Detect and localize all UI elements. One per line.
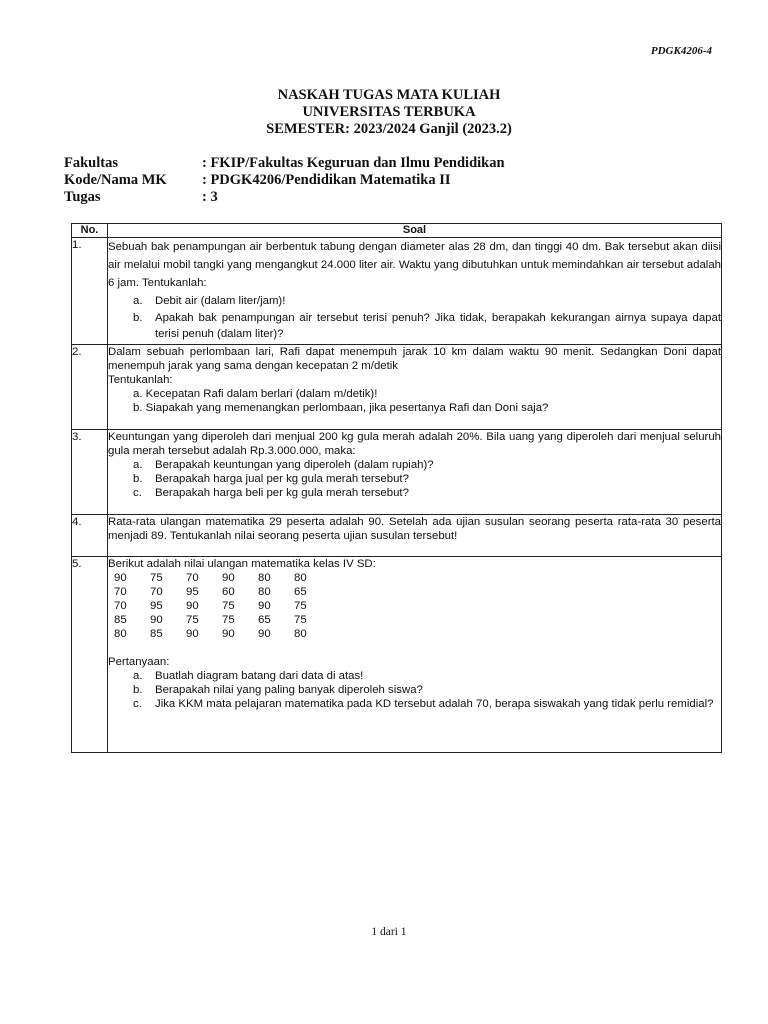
option-label: a. xyxy=(133,670,143,682)
title-line-2: UNIVERSITAS TERBUKA xyxy=(302,104,476,120)
question-number: 5. xyxy=(72,557,108,753)
option-a xyxy=(133,292,721,310)
score-cell: 90 xyxy=(222,628,235,640)
table-header-row xyxy=(72,224,722,238)
score-cell: 70 xyxy=(186,572,199,584)
meta-key: Kode/Nama MK xyxy=(64,172,167,188)
score-row xyxy=(114,571,330,585)
score-cell: 85 xyxy=(150,628,163,640)
score-cell: 80 xyxy=(258,572,271,584)
option-text: Berapakah keuntungan yang diperoleh (dalam rupiah)? xyxy=(155,459,434,471)
score-cell: 75 xyxy=(294,614,307,626)
question-number: 1. xyxy=(72,238,108,345)
score-row xyxy=(114,585,330,599)
score-cell: 75 xyxy=(222,614,235,626)
score-cell: 60 xyxy=(222,586,235,598)
meta-key: Fakultas xyxy=(64,155,118,171)
score-cell: 70 xyxy=(150,586,163,598)
question-body xyxy=(108,430,722,515)
option-b: b. Siapakah yang memenangkan perlombaan, jika pesertanya Rafi dan Doni saja? xyxy=(133,402,549,414)
course-info xyxy=(64,155,505,206)
option-a xyxy=(133,458,721,472)
score-cell: 80 xyxy=(258,586,271,598)
option-label: a. xyxy=(133,459,143,471)
score-cell: 85 xyxy=(114,614,127,626)
option-label: c. xyxy=(133,698,142,710)
score-cell: 90 xyxy=(150,614,163,626)
question-row-1 xyxy=(72,238,722,345)
meta-key: Tugas xyxy=(64,189,101,205)
score-cell: 70 xyxy=(114,600,127,612)
question-text: Sebuah bak penampungan air berbentuk tabung dengan diameter alas 28 dm, dan tinggi 40 dm. Bak tersebut akan diisi air melalui mobil tangki yang mengangkut 24.000 liter air. Waktu yang dibutuhkan untuk memindahkan air tersebut adalah 6 jam. Tentukanlah: xyxy=(108,241,721,289)
question-row-4 xyxy=(72,515,722,557)
option-text: Jika KKM mata pelajaran matematika pada KD tersebut adalah 70, berapa siswakah yang tidak perlu remidial? xyxy=(155,698,714,710)
header-no: No. xyxy=(72,224,108,238)
option-text: Berapakah harga jual per kg gula merah tersebut? xyxy=(155,473,409,485)
option-text: Buatlah diagram batang dari data di atas! xyxy=(155,670,364,682)
meta-row-tugas xyxy=(64,189,505,206)
score-cell: 75 xyxy=(222,600,235,612)
score-cell: 90 xyxy=(114,572,127,584)
title-line-3: SEMESTER: 2023/2024 Ganjil (2023.2) xyxy=(266,121,512,137)
score-cell: 90 xyxy=(186,628,199,640)
option-text: Apakah bak penampungan air tersebut terisi penuh? Jika tidak, berapakah kekurangan airnya supaya dapat terisi penuh (dalam liter)? xyxy=(155,312,721,340)
option-b xyxy=(133,683,721,697)
header-soal: Soal xyxy=(108,224,722,238)
option-a xyxy=(133,669,721,683)
question-body xyxy=(108,238,722,345)
score-cell: 65 xyxy=(258,614,271,626)
meta-value: : FKIP/Fakultas Keguruan dan Ilmu Pendidikan xyxy=(202,155,505,171)
document-code: PDGK4206-4 xyxy=(650,45,712,57)
question-instruction: Tentukanlah: xyxy=(108,374,173,386)
score-cell: 90 xyxy=(186,600,199,612)
score-cell: 80 xyxy=(294,572,307,584)
question-row-3 xyxy=(72,430,722,515)
option-c xyxy=(133,486,721,500)
question-text: Rata-rata ulangan matematika 29 peserta adalah 90. Setelah ada ujian susulan seorang peserta rata-rata 30 peserta menjadi 89. Tentukanlah nilai seorang peserta ujian susulan tersebut! xyxy=(108,516,721,542)
meta-row-kode xyxy=(64,172,505,189)
score-cell: 90 xyxy=(258,600,271,612)
option-text: Debit air (dalam liter/jam)! xyxy=(155,295,286,307)
score-cell: 80 xyxy=(294,628,307,640)
score-cell: 75 xyxy=(186,614,199,626)
option-label: b. xyxy=(133,684,143,696)
score-cell: 75 xyxy=(150,572,163,584)
meta-value: : 3 xyxy=(202,189,218,205)
score-table xyxy=(114,571,330,641)
option-label: b. xyxy=(133,473,143,485)
question-number: 4. xyxy=(72,515,108,557)
score-row xyxy=(114,627,330,641)
score-row xyxy=(114,599,330,613)
score-cell: 95 xyxy=(186,586,199,598)
question-table xyxy=(71,223,722,753)
score-cell: 65 xyxy=(294,586,307,598)
question-text: Keuntungan yang diperoleh dari menjual 200 kg gula merah adalah 20%. Bila uang yang diperoleh dari menjual seluruh gula merah tersebut adalah Rp.3.000.000, maka: xyxy=(108,431,721,457)
score-cell: 90 xyxy=(222,572,235,584)
page-number: 1 dari 1 xyxy=(371,926,407,938)
title-line-1: NASKAH TUGAS MATA KULIAH xyxy=(277,87,501,103)
option-label: c. xyxy=(133,487,142,499)
score-row xyxy=(114,613,330,627)
score-cell: 80 xyxy=(114,628,127,640)
option-label: a. xyxy=(133,295,143,307)
score-cell: 90 xyxy=(258,628,271,640)
score-cell: 75 xyxy=(294,600,307,612)
question-row-2 xyxy=(72,345,722,430)
question-instruction: Pertanyaan: xyxy=(108,656,170,668)
question-number: 3. xyxy=(72,430,108,515)
option-c xyxy=(133,697,721,711)
meta-value: : PDGK4206/Pendidikan Matematika II xyxy=(202,172,451,188)
question-body xyxy=(108,515,722,557)
document-title xyxy=(0,87,768,138)
question-text: Berikut adalah nilai ulangan matematika kelas IV SD: xyxy=(108,558,376,570)
option-b xyxy=(133,310,721,342)
question-text: Dalam sebuah perlombaan lari, Rafi dapat menempuh jarak 10 km dalam waktu 90 menit. Sedangkan Doni dapat menempuh jarak yang sama dengan kecepatan 2 m/detik xyxy=(108,346,721,372)
option-b xyxy=(133,472,721,486)
question-body xyxy=(108,557,722,753)
score-cell: 95 xyxy=(150,600,163,612)
option-text: Berapakah harga beli per kg gula merah tersebut? xyxy=(155,487,409,499)
option-a: a. Kecepatan Rafi dalam berlari (dalam m/detik)! xyxy=(133,388,378,400)
question-number: 2. xyxy=(72,345,108,430)
option-label: b. xyxy=(133,312,143,324)
score-cell: 70 xyxy=(114,586,127,598)
question-row-5 xyxy=(72,557,722,753)
option-text: Berapakah nilai yang paling banyak diperoleh siswa? xyxy=(155,684,423,696)
meta-row-fakultas xyxy=(64,155,505,172)
question-body xyxy=(108,345,722,430)
